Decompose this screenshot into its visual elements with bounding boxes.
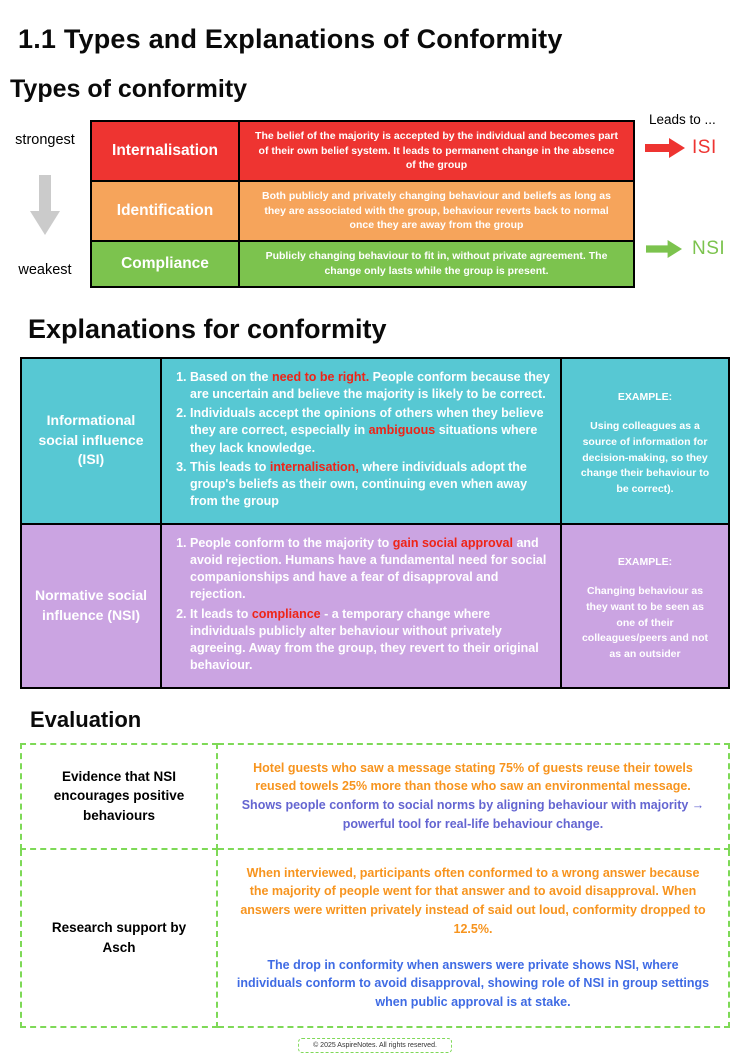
isi-annotation — [645, 137, 717, 159]
example-cell-isi — [561, 358, 729, 524]
highlight-text: need to be right. — [271, 369, 370, 384]
types-heading: Types of conformity — [10, 75, 248, 103]
leads-to-label: Leads to ... — [649, 112, 716, 127]
explanation-label-nsi: Normative social influence (NSI) — [21, 524, 161, 688]
explanation-label-isi: Informational social influence (ISI) — [21, 358, 161, 524]
list-item: 2. Individuals accept the opinions of others when they believe they are correct, especially in ambiguous situations where they lack knowledge. — [190, 405, 550, 457]
evaluation-body — [217, 744, 729, 849]
isi-label: ISI — [692, 137, 717, 158]
right-arrow-red-icon — [645, 138, 685, 158]
evaluation-point-blue: Shows people conform to social norms by aligning behaviour with majority → powerful tool for real-life behaviour change. — [241, 798, 705, 831]
example-text: Using colleagues as a source of information for decision-making, so they change their behaviour to be correct). — [580, 420, 710, 496]
evaluation-paragraph — [236, 864, 710, 939]
explanations-table — [20, 357, 730, 689]
evaluation-table — [20, 743, 730, 1028]
highlight-text: ambiguous — [368, 423, 436, 438]
type-description: The belief of the majority is accepted by the individual and becomes part of their own belief system. It leads to permanent change in the absence of the group — [239, 121, 634, 181]
isi-points-list — [168, 369, 550, 511]
strength-scale — [0, 120, 90, 288]
right-arrow-green-icon — [643, 240, 685, 258]
table-row-eval-nsi — [21, 744, 729, 849]
evaluation-point-blue: The drop in conformity when answers were private shows NSI, where individuals conform to avoid disapproval, showing role of NSI in group settings when public approval is at stake. — [236, 957, 710, 1009]
explanation-points-nsi — [161, 524, 561, 688]
evaluation-point-orange: When interviewed, participants often conformed to a wrong answer because the majority of people went for that answer and to avoid disapproval. When answers were written privately instead of said out loud, conformity dropped to 12.5%. — [240, 865, 706, 936]
weakest-label: weakest — [18, 261, 72, 278]
table-row-eval-asch — [21, 849, 729, 1027]
nsi-points-list — [168, 535, 550, 675]
evaluation-label: Evidence that NSI encourages positive behaviours — [21, 744, 217, 849]
evaluation-heading: Evaluation — [30, 706, 142, 732]
explanations-heading: Explanations for conformity — [28, 313, 387, 344]
highlight-text: gain social approval — [392, 535, 513, 550]
evaluation-paragraph — [236, 759, 710, 834]
type-description: Publicly changing behaviour to fit in, without private agreement. The change only lasts while the group is present. — [239, 241, 634, 286]
explanation-points-isi — [161, 358, 561, 524]
types-section — [0, 112, 750, 288]
table-row — [91, 241, 634, 286]
table-row — [91, 121, 634, 181]
evaluation-point-orange: Hotel guests who saw a message stating 75% of guests reuse their towels reused towels 25% more than those who saw an environmental message. — [253, 760, 693, 794]
table-row — [91, 181, 634, 241]
nsi-annotation — [643, 238, 725, 260]
example-title: EXAMPLE: — [617, 556, 673, 569]
strongest-label: strongest — [15, 132, 75, 148]
leads-annotations — [635, 112, 750, 288]
type-description: Both publicly and privately changing behaviour and beliefs as long as they are associated with the group, behaviour reverts back to normal once they are away from the group — [239, 181, 634, 241]
highlight-text: internalisation, — [269, 459, 359, 474]
example-text: Changing behaviour as they want to be seen as one of their colleagues/peers and not as an outsider — [581, 585, 709, 661]
page-title: 1.1 Types and Explanations of Conformity — [18, 24, 563, 54]
types-table — [90, 120, 635, 288]
evaluation-paragraph — [236, 956, 710, 1012]
example-cell-nsi — [561, 524, 729, 688]
table-row-nsi — [21, 524, 729, 688]
type-name-compliance: Compliance — [91, 241, 239, 286]
list-item: 1. People conform to the majority to gain social approval and avoid rejection. Humans have a fundamental need for social companionships and have a fear of disapproval and rejection. — [190, 535, 550, 604]
table-row-isi — [21, 358, 729, 524]
down-arrow-icon — [30, 175, 60, 235]
type-name-identification: Identification — [91, 181, 239, 241]
list-item: 3. This leads to internalisation, where individuals adopt the group's beliefs as their own, continuing even when away from the group — [190, 459, 550, 511]
highlight-text: compliance — [251, 606, 321, 621]
list-item: 2. It leads to compliance - a temporary change where individuals publicly alter behaviour without privately agreeing. Away from the group, they revert to their original behaviour. — [190, 606, 550, 675]
evaluation-body — [217, 849, 729, 1027]
type-name-internalisation: Internalisation — [91, 121, 239, 181]
copyright-footer: © 2025 AspireNotes. All rights reserved. — [298, 1038, 452, 1053]
nsi-label: NSI — [692, 238, 726, 259]
list-item: 1. Based on the need to be right. People conform because they are uncertain and believe the majority is likely to be correct. — [190, 369, 550, 404]
example-title: EXAMPLE: — [617, 391, 673, 404]
evaluation-label: Research support by Asch — [21, 849, 217, 1027]
